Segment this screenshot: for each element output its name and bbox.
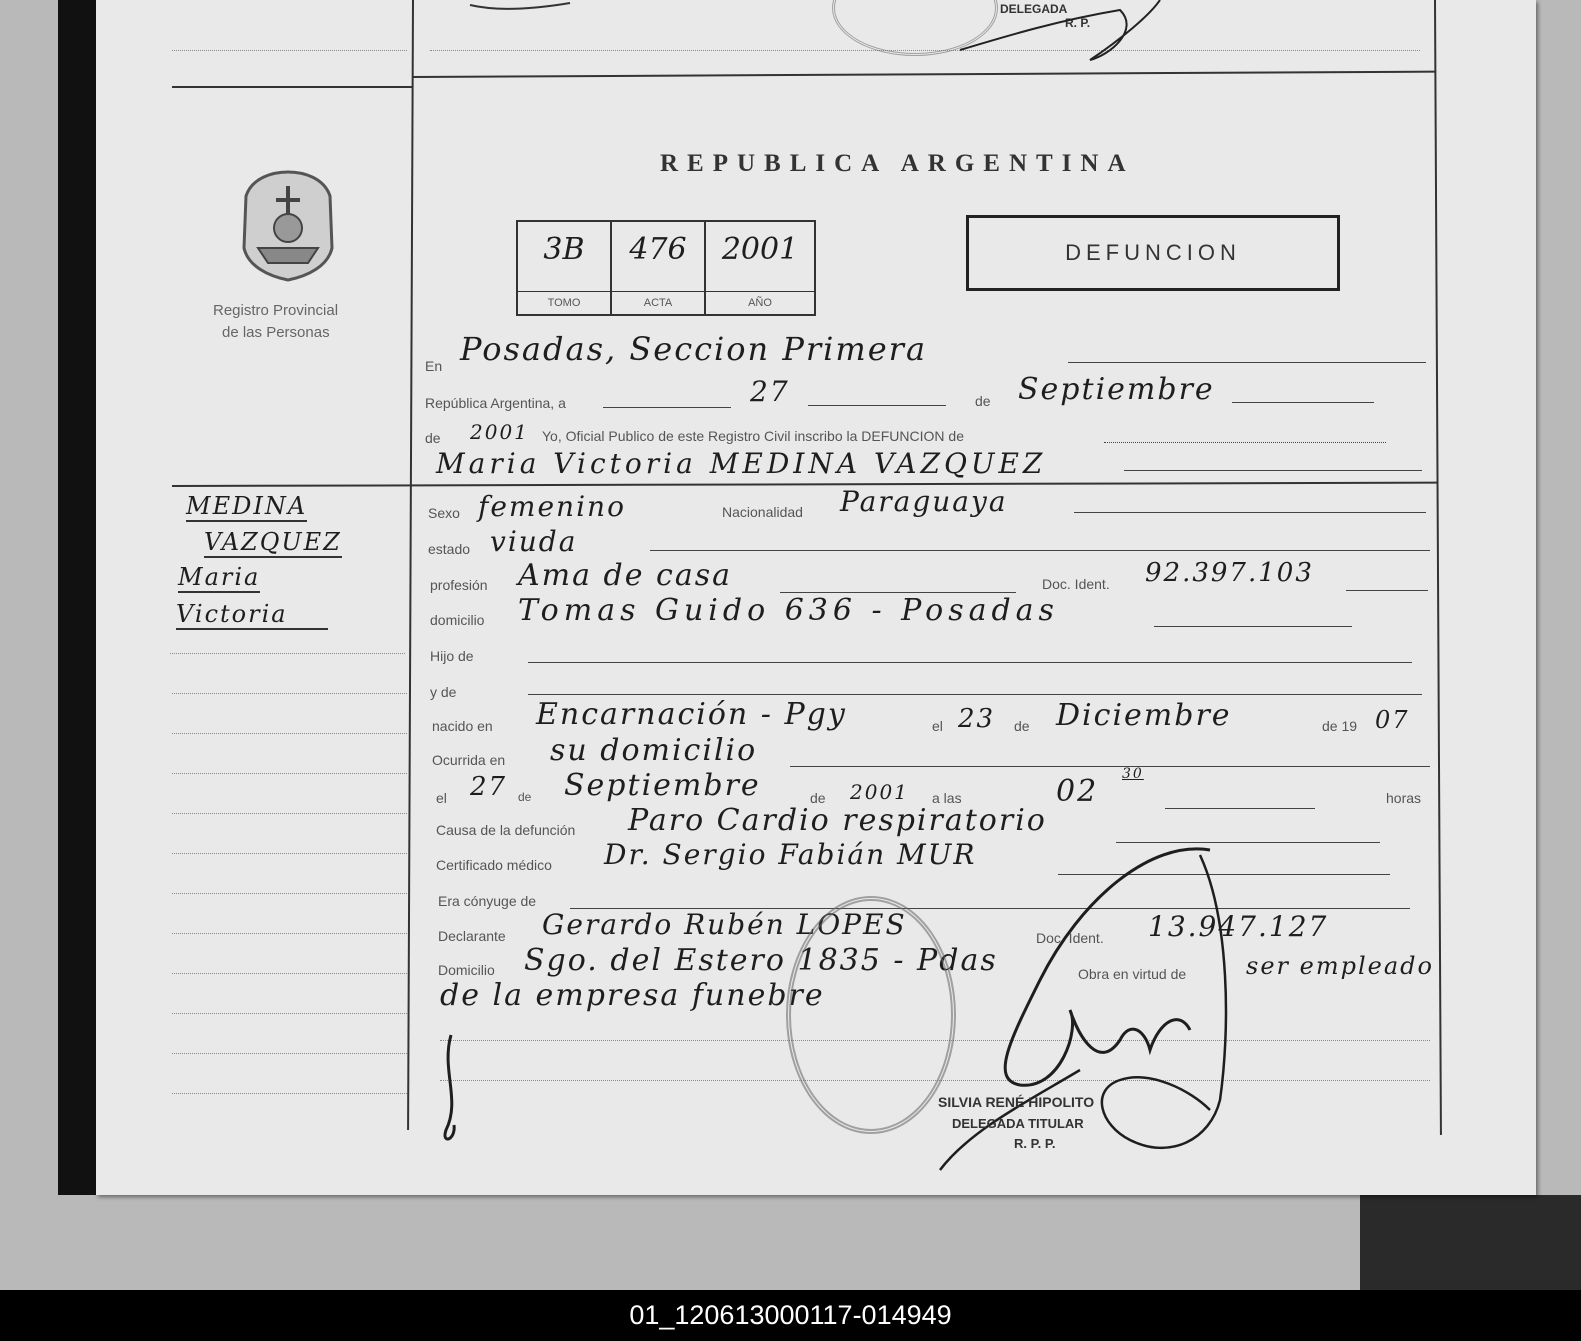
registry-name-line2: de las Personas xyxy=(222,324,330,341)
nacido-label: nacido en xyxy=(432,718,493,734)
left-rule xyxy=(172,893,407,894)
causa-value: Paro Cardio respiratorio xyxy=(628,803,1047,838)
file-id-footer: 01_120613000117-014949 xyxy=(0,1290,1581,1341)
signatory-name: SILVIA RENÉ HIPOLITO xyxy=(938,1094,1095,1110)
ocurrida-value: su domicilio xyxy=(550,733,758,768)
de-label: de xyxy=(975,393,991,409)
sidebar-surname1: MEDINA xyxy=(186,492,308,520)
left-rule xyxy=(172,853,407,854)
de2-label: de xyxy=(425,430,441,446)
nacido-year: 07 xyxy=(1375,706,1410,734)
nacido-de-label: de xyxy=(1014,718,1030,734)
declarante-value: Gerardo Rubén LOPES xyxy=(542,908,907,941)
signatory-office: R. P. P. xyxy=(1014,1136,1056,1151)
nacionalidad-label: Nacionalidad xyxy=(722,504,803,520)
top-divider-left xyxy=(172,86,412,88)
sidebar-surname2: VAZQUEZ xyxy=(204,528,342,556)
nacido-day: 23 xyxy=(958,704,996,734)
doc-value: 92.397.103 xyxy=(1145,558,1314,588)
tomo-cell xyxy=(518,222,612,314)
nacido-year-label: de 19 xyxy=(1322,718,1358,734)
sidebar-given1: Maria xyxy=(178,563,261,591)
left-rule xyxy=(172,1053,407,1054)
fill-line xyxy=(1165,808,1315,809)
decl-dom-label: Domicilio xyxy=(438,962,495,978)
death-hour: 02 xyxy=(1056,774,1099,809)
obra-label: Obra en virtud de xyxy=(1078,966,1187,982)
doc-label: Doc. Ident. xyxy=(1042,576,1110,592)
ocurrida-label: Ocurrida en xyxy=(432,752,506,768)
acta-cell xyxy=(612,222,706,314)
document-title: REPUBLICA ARGENTINA xyxy=(660,150,1135,177)
tomo-label: TOMO xyxy=(518,291,610,314)
decl-doc-value: 13.947.127 xyxy=(1148,910,1329,943)
fill-line xyxy=(1068,362,1426,363)
republica-label: República Argentina, a xyxy=(425,395,566,411)
fill-line xyxy=(790,766,1430,767)
en-value: Posadas, Seccion Primera xyxy=(460,330,928,368)
acta-label: ACTA xyxy=(612,291,704,314)
record-number-box xyxy=(516,220,816,316)
left-rule xyxy=(172,813,407,814)
estado-label: estado xyxy=(428,541,471,557)
el-label: el xyxy=(932,718,943,734)
alas-label: a las xyxy=(932,790,962,806)
fill-line xyxy=(650,550,1430,551)
fill-line xyxy=(1154,626,1352,627)
en-label: En xyxy=(425,358,443,374)
sidebar-given2: Victoria xyxy=(176,600,328,630)
left-rule xyxy=(172,1013,407,1014)
nacionalidad-value: Paraguaya xyxy=(840,485,1008,518)
fill-line xyxy=(1074,512,1426,513)
nacido-month: Diciembre xyxy=(1056,698,1232,733)
profesion-label: profesión xyxy=(430,577,488,593)
acta-value: 476 xyxy=(629,232,687,267)
sexo-label: Sexo xyxy=(428,505,460,521)
left-rule xyxy=(172,1093,407,1094)
month-value: Septiembre xyxy=(1018,372,1215,407)
el2-label: el xyxy=(436,790,447,806)
fill-line xyxy=(1104,442,1386,443)
ano-label: AÑO xyxy=(706,291,814,314)
obra-value-continued: de la empresa funebre xyxy=(440,978,825,1013)
obra-value: ser empleado xyxy=(1246,952,1434,980)
left-rule xyxy=(170,653,405,654)
oficial-text: Yo, Oficial Publico de este Registro Civil inscribo la DEFUNCION de xyxy=(542,428,964,444)
causa-label: Causa de la defunción xyxy=(436,822,576,838)
deceased-name: Maria Victoria MEDINA VAZQUEZ xyxy=(436,447,1047,480)
yde-label: y de xyxy=(430,684,457,700)
death-day: 27 xyxy=(470,772,508,802)
profesion-value: Ama de casa xyxy=(518,558,732,593)
death-minutes: 30 xyxy=(1122,766,1144,782)
ano-value: 2001 xyxy=(721,232,799,267)
year-value: 2001 xyxy=(470,420,529,444)
coat-of-arms-icon xyxy=(238,168,338,283)
left-rule xyxy=(172,693,407,694)
initials-signature xyxy=(436,1030,466,1150)
registry-name-line1: Registro Provincial xyxy=(213,302,339,319)
fill-line xyxy=(1346,590,1428,591)
death-month: Septiembre xyxy=(564,768,761,803)
decl-dom-value: Sgo. del Estero 1835 - Pdas xyxy=(524,943,998,978)
de3-label: de xyxy=(518,790,532,804)
de4-label: de xyxy=(810,790,826,806)
declarante-label: Declarante xyxy=(438,928,506,944)
left-rule xyxy=(172,773,407,774)
ano-cell xyxy=(706,222,814,314)
sexo-value: femenino xyxy=(478,490,626,523)
day-value: 27 xyxy=(750,375,790,408)
fill-line xyxy=(1124,470,1422,471)
tomo-value: 3B xyxy=(543,232,585,267)
left-rule xyxy=(172,933,407,934)
record-type-box: DEFUNCION xyxy=(966,215,1340,291)
book-cover-edge xyxy=(58,0,100,1195)
conyuge-label: Era cónyuge de xyxy=(438,893,537,909)
horas-label: horas xyxy=(1386,790,1422,806)
hijo-label: Hijo de xyxy=(430,648,474,664)
domicilio-label: domicilio xyxy=(430,612,485,628)
fill-line xyxy=(808,405,946,406)
signatory-title: DELEGADA TITULAR xyxy=(952,1116,1084,1131)
top-signature xyxy=(420,0,1180,70)
fill-line xyxy=(603,407,731,408)
left-rule xyxy=(172,50,407,51)
domicilio-value: Tomas Guido 636 - Posadas xyxy=(518,593,1059,628)
fill-line xyxy=(528,662,1412,663)
decl-doc-label: Doc. Ident. xyxy=(1036,930,1104,946)
left-rule xyxy=(172,733,407,734)
nacido-value: Encarnación - Pgy xyxy=(536,697,847,732)
desk-shadow xyxy=(1360,1195,1581,1290)
estado-value: viuda xyxy=(490,525,578,558)
top-stamp-subtext: R. P. xyxy=(1065,16,1091,30)
certificado-label: Certificado médico xyxy=(436,857,552,873)
left-rule xyxy=(172,973,407,974)
certificado-value: Dr. Sergio Fabián MUR xyxy=(604,838,977,871)
fill-line xyxy=(1232,402,1374,403)
top-stamp-text: DELEGADA xyxy=(1000,2,1068,16)
fill-line xyxy=(528,694,1422,695)
death-year: 2001 xyxy=(850,780,909,804)
